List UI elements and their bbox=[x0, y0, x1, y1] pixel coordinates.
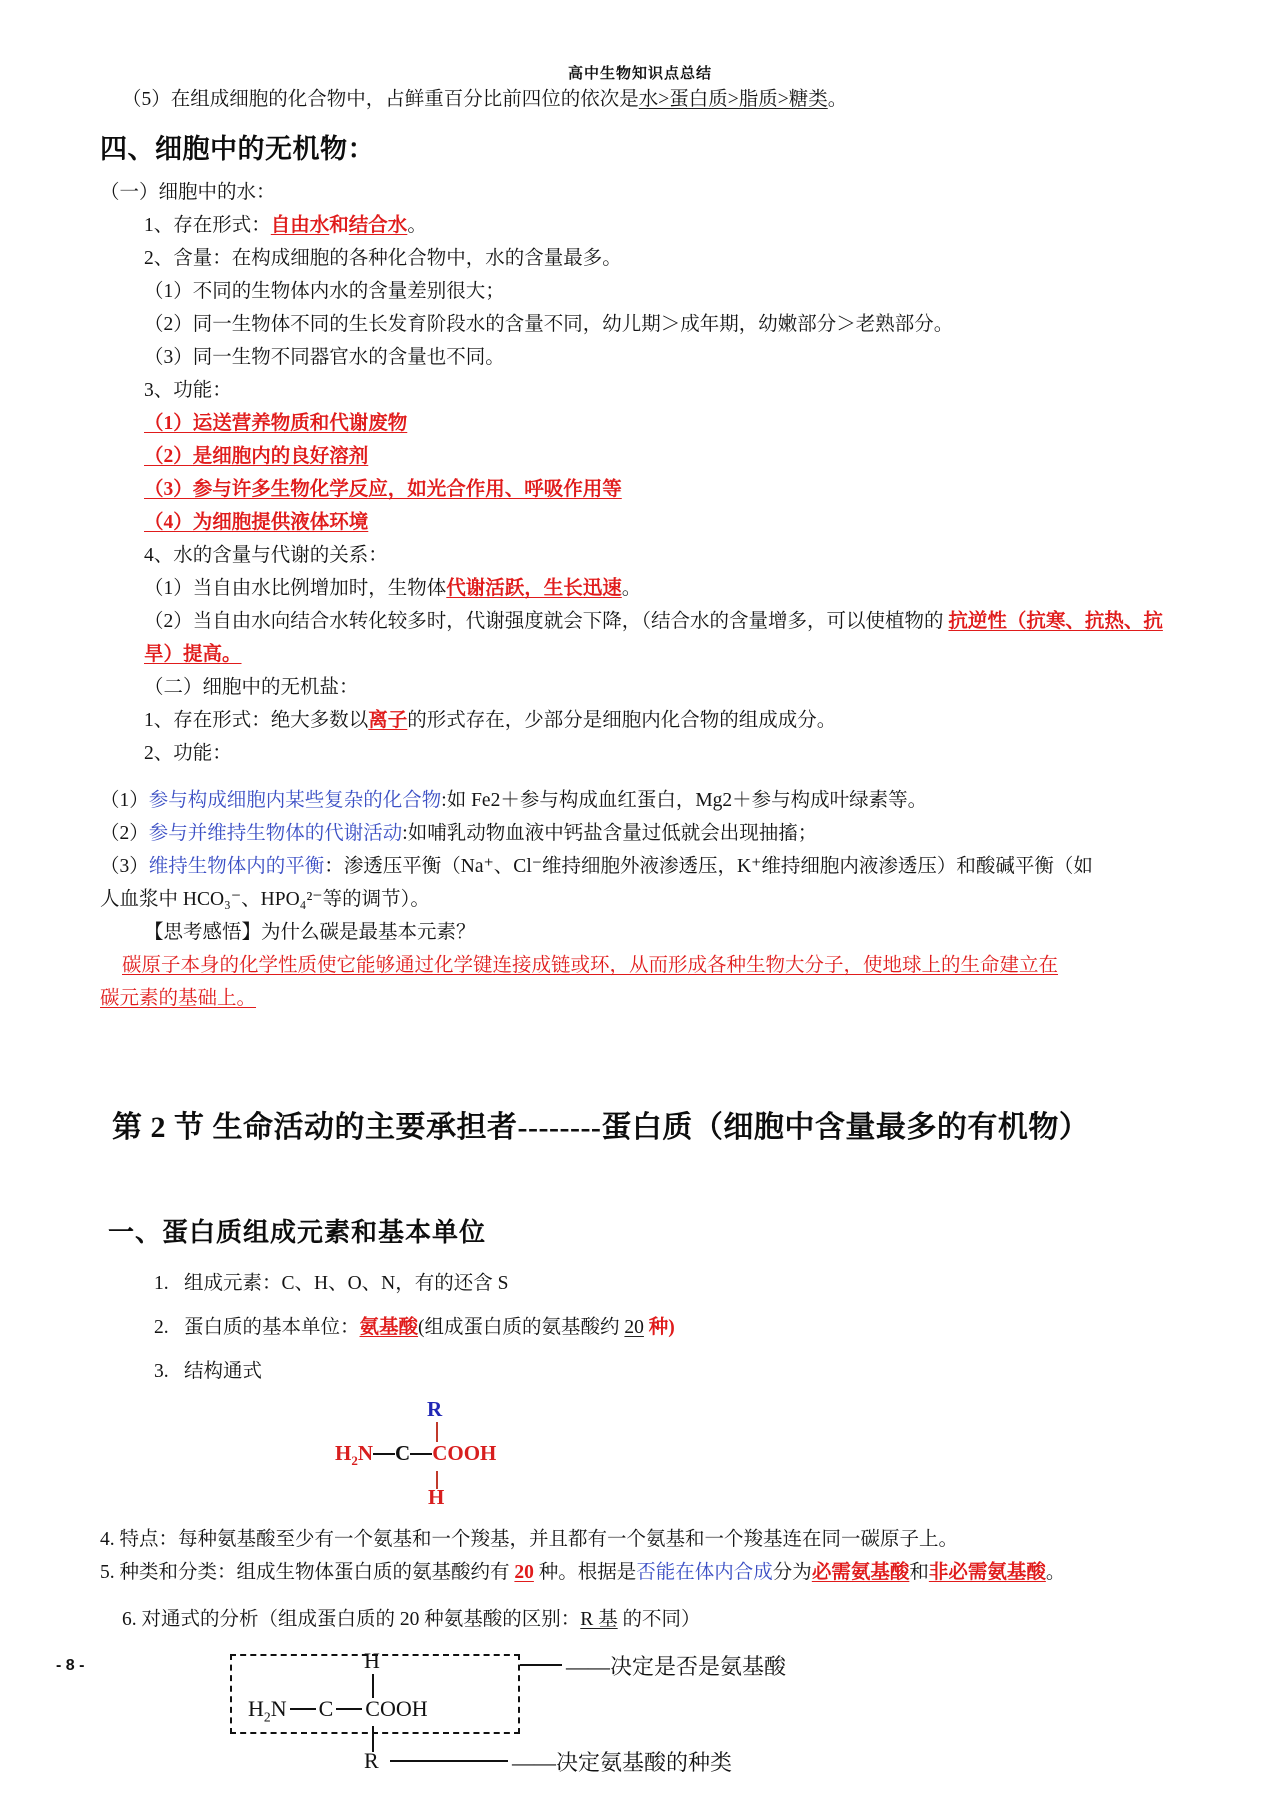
water-form-label: 1、存在形式： bbox=[144, 215, 271, 236]
spacer-before-chapter bbox=[100, 1015, 1184, 1073]
protein-item-2-key: 氨基酸 bbox=[359, 1317, 419, 1338]
structure2-right-bond bbox=[336, 1708, 362, 1710]
document-body bbox=[0, 83, 1280, 1778]
salt-point-3-cont: 人血浆中 HCO₃⁻、HPO₄²⁻等的调节）。 bbox=[100, 889, 430, 910]
structure1-top-bond bbox=[436, 1422, 438, 1442]
protein-item-2-marker: 2. bbox=[154, 1317, 169, 1338]
water-amount-point-2: （2）同一生物体不同的生长发育阶段水的含量不同，幼儿期＞成年期，幼嫩部分＞老熟部分。 bbox=[144, 314, 954, 335]
structure2-bottom-leader-line bbox=[390, 1760, 508, 1762]
structure1-r-group-label: R bbox=[427, 1397, 443, 1421]
page-number: - 8 - bbox=[56, 1657, 85, 1674]
protein-item-2-prefix: 蛋白质的基本单位： bbox=[184, 1317, 360, 1338]
metabolism-1-prefix: （1）当自由水比例增加时，生物体 bbox=[144, 578, 447, 599]
structure2-hydrogen-label: H bbox=[364, 1648, 380, 1673]
protein-item-6-underline: R 基 bbox=[580, 1609, 618, 1630]
spacer-before-salt-points bbox=[100, 770, 1184, 784]
structure1-amino-group: $H_2N$ bbox=[335, 1441, 374, 1469]
salt-point-2-key: 参与并维持生物体的代谢活动 bbox=[148, 823, 403, 844]
structure2-carboxyl-group: COOH bbox=[365, 1696, 428, 1721]
protein-item-5-num: 20 bbox=[514, 1562, 534, 1583]
protein-item-5 bbox=[100, 1556, 1184, 1589]
protein-item-2-suffix: 种) bbox=[643, 1317, 675, 1338]
chapter-title: 第 2 节 生命活动的主要承担者--------蛋白质（细胞中含量最多的有机物） bbox=[112, 1111, 1090, 1144]
structure2-bottom-annotation: ——决定氨基酸的种类 bbox=[512, 1750, 733, 1775]
protein-item-6-prefix: 6. 对通式的分析（组成蛋白质的 20 种氨基酸的区别： bbox=[122, 1609, 581, 1630]
section-heading-inorganic: 四、细胞中的无机物： bbox=[100, 134, 375, 164]
protein-item-4: 4. 特点：每种氨基酸至少有一个氨基和一个羧基，并且都有一个氨基和一个羧基连在同一碳原子上。 bbox=[100, 1529, 959, 1550]
pre-line-underlined: 水>蛋白质>脂质>糖类 bbox=[638, 89, 828, 110]
salt-form-line bbox=[100, 704, 1184, 737]
salt-form-suffix: 的形式存在，少部分是细胞内化合物的组成成分。 bbox=[407, 710, 837, 731]
section-heading-protein: 一、蛋白质组成元素和基本单位 bbox=[108, 1218, 487, 1247]
water-form-line bbox=[100, 209, 1184, 242]
water-form-conj: 和 bbox=[329, 215, 349, 236]
structure1-backbone-row bbox=[335, 1441, 496, 1469]
protein-item-3-marker: 3. bbox=[154, 1361, 169, 1382]
salt-point-1-key: 参与构成细胞内某些复杂的化合物 bbox=[148, 790, 442, 811]
protein-item-5-mid3: 和 bbox=[909, 1562, 929, 1583]
reflection-answer-line-1: 碳原子本身的化学性质使它能够通过化学键连接成链或环，从而形成各种生物大分子，使地球上的生命建立在 bbox=[122, 955, 1059, 976]
water-metabolism-point-2 bbox=[100, 605, 1184, 671]
salt-point-1 bbox=[100, 784, 1184, 817]
spacer-after-structure1 bbox=[100, 1509, 1184, 1523]
reflection-label: 【思考感悟】 bbox=[144, 922, 262, 943]
protein-item-2 bbox=[100, 1313, 1184, 1343]
protein-item-1 bbox=[100, 1269, 1184, 1299]
subsection-heading-salt: （二）细胞中的无机盐： bbox=[144, 677, 359, 698]
salt-point-2-num: （2） bbox=[100, 823, 149, 844]
water-metabolism-point-1 bbox=[100, 572, 1184, 605]
reflection-question: 为什么碳是最基本元素？ bbox=[261, 922, 476, 943]
salt-point-1-rest: :如 Fe2＋参与构成血红蛋白，Mg2＋参与构成叶绿素等。 bbox=[441, 790, 928, 811]
spacer-after-chapter bbox=[100, 1153, 1184, 1211]
spacer-before-chapter-2 bbox=[100, 1073, 1184, 1103]
pre-line-suffix: 。 bbox=[827, 89, 848, 110]
spacer-items-1-2 bbox=[100, 1299, 1184, 1313]
protein-item-1-text: 组成元素：C、H、O、N，有的还含 S bbox=[184, 1273, 509, 1294]
structure2-amino-group: $H_2N$ bbox=[248, 1696, 287, 1725]
salt-form-prefix: 1、存在形式：绝大多数以 bbox=[144, 710, 369, 731]
structure2-backbone-row bbox=[248, 1696, 428, 1725]
protein-item-5-mid1: 种。根据是 bbox=[533, 1562, 637, 1583]
protein-item-6 bbox=[100, 1603, 1184, 1636]
structure1-central-carbon: C bbox=[395, 1441, 411, 1465]
salt-point-2-rest: :如哺乳动物血液中钙盐含量过低就会出现抽搐； bbox=[402, 823, 818, 844]
protein-item-6-suffix: 的不同） bbox=[617, 1609, 701, 1630]
salt-point-3-rest: ：渗透压平衡（Na⁺、Cl⁻维持细胞外液渗透压，K⁺维持细胞内液渗透压）和酸碱平衡（如 bbox=[324, 856, 1093, 877]
water-function-3: （3）参与许多生物化学反应，如光合作用、呼吸作用等 bbox=[144, 479, 622, 500]
reflection-answer-line-2: 碳元素的基础上。 bbox=[100, 988, 257, 1009]
water-form-bound: 结合水 bbox=[348, 215, 408, 236]
salt-point-3-key: 维持生物体内的平衡 bbox=[148, 856, 325, 877]
water-function-4: （4）为细胞提供液体环境 bbox=[144, 512, 369, 533]
structure2-top-bond bbox=[372, 1674, 374, 1698]
protein-item-5-prefix: 5. 种类和分类：组成生物体蛋白质的氨基酸约有 bbox=[100, 1562, 515, 1583]
structure1-carboxyl-group: COOH bbox=[432, 1441, 497, 1465]
water-form-end: 。 bbox=[407, 215, 427, 236]
water-function-2: （2）是细胞内的良好溶剂 bbox=[144, 446, 369, 467]
pre-line-prefix: （5）在组成细胞的化合物中，占鲜重百分比前四位的依次是 bbox=[122, 89, 639, 110]
amino-acid-general-formula-diagram bbox=[335, 1397, 565, 1509]
protein-item-2-mid: (组成蛋白质的氨基酸约 bbox=[418, 1317, 625, 1338]
metabolism-1-highlight: 代谢活跃，生长迅速 bbox=[446, 578, 622, 599]
water-amount-point-3: （3）同一生物不同器官水的含量也不同。 bbox=[144, 347, 505, 368]
protein-item-5-nonessential: 非必需氨基酸 bbox=[928, 1562, 1046, 1583]
reflection-question-line bbox=[100, 916, 1184, 949]
protein-item-1-marker: 1. bbox=[154, 1273, 169, 1294]
spacer-before-items bbox=[100, 1255, 1184, 1269]
protein-item-3-text: 结构通式 bbox=[184, 1361, 263, 1382]
salt-point-2 bbox=[100, 817, 1184, 850]
protein-item-5-blue: 否能在体内合成 bbox=[636, 1562, 773, 1583]
protein-item-5-essential: 必需氨基酸 bbox=[811, 1562, 910, 1583]
protein-item-5-mid2: 分为 bbox=[772, 1562, 812, 1583]
structure1-left-bond bbox=[373, 1453, 395, 1455]
spacer-items-5-6 bbox=[100, 1589, 1184, 1603]
structure2-left-bond bbox=[290, 1708, 316, 1710]
water-metabolism-label: 4、水的含量与代谢的关系： bbox=[144, 545, 388, 566]
structure2-top-annotation: ——决定是否是氨基酸 bbox=[566, 1654, 787, 1679]
water-function-label: 3、功能： bbox=[144, 380, 232, 401]
amino-acid-annotated-diagram bbox=[230, 1648, 990, 1778]
salt-point-1-num: （1） bbox=[100, 790, 149, 811]
protein-item-2-num: 20 bbox=[624, 1317, 644, 1338]
subsection-heading-water: （一）细胞中的水： bbox=[100, 182, 276, 203]
pre-line-paragraph bbox=[100, 83, 1184, 116]
salt-form-highlight: 离子 bbox=[368, 710, 408, 731]
water-amount-label: 2、含量：在构成细胞的各种化合物中，水的含量最多。 bbox=[144, 248, 622, 269]
protein-item-3 bbox=[100, 1357, 1184, 1387]
structure2-top-leader-line bbox=[520, 1664, 562, 1666]
structure2-r-group-label: R bbox=[364, 1748, 379, 1773]
salt-point-3 bbox=[100, 850, 1184, 883]
running-header: 高中生物知识点总结 bbox=[567, 66, 712, 82]
protein-item-5-end: 。 bbox=[1045, 1562, 1066, 1583]
metabolism-1-suffix: 。 bbox=[621, 578, 642, 599]
water-amount-point-1: （1）不同的生物体内水的含量差别很大； bbox=[144, 281, 505, 302]
salt-point-3-num: （3） bbox=[100, 856, 149, 877]
structure1-hydrogen-label: H bbox=[428, 1485, 445, 1509]
spacer-items-2-3 bbox=[100, 1343, 1184, 1357]
metabolism-2-prefix: （2）当自由水向结合水转化较多时，代谢强度就会下降，（结合水的含量增多，可以使植物的 bbox=[144, 611, 949, 632]
structure2-central-carbon: C bbox=[318, 1696, 334, 1721]
salt-function-label: 2、功能： bbox=[144, 743, 232, 764]
water-form-free: 自由水 bbox=[270, 215, 330, 236]
metabolism-2-highlight: 抗逆性（抗寒、抗热、抗旱）提高。 bbox=[144, 611, 1163, 665]
structure1-right-bond bbox=[410, 1453, 432, 1455]
water-function-1: （1）运送营养物质和代谢废物 bbox=[144, 413, 408, 434]
